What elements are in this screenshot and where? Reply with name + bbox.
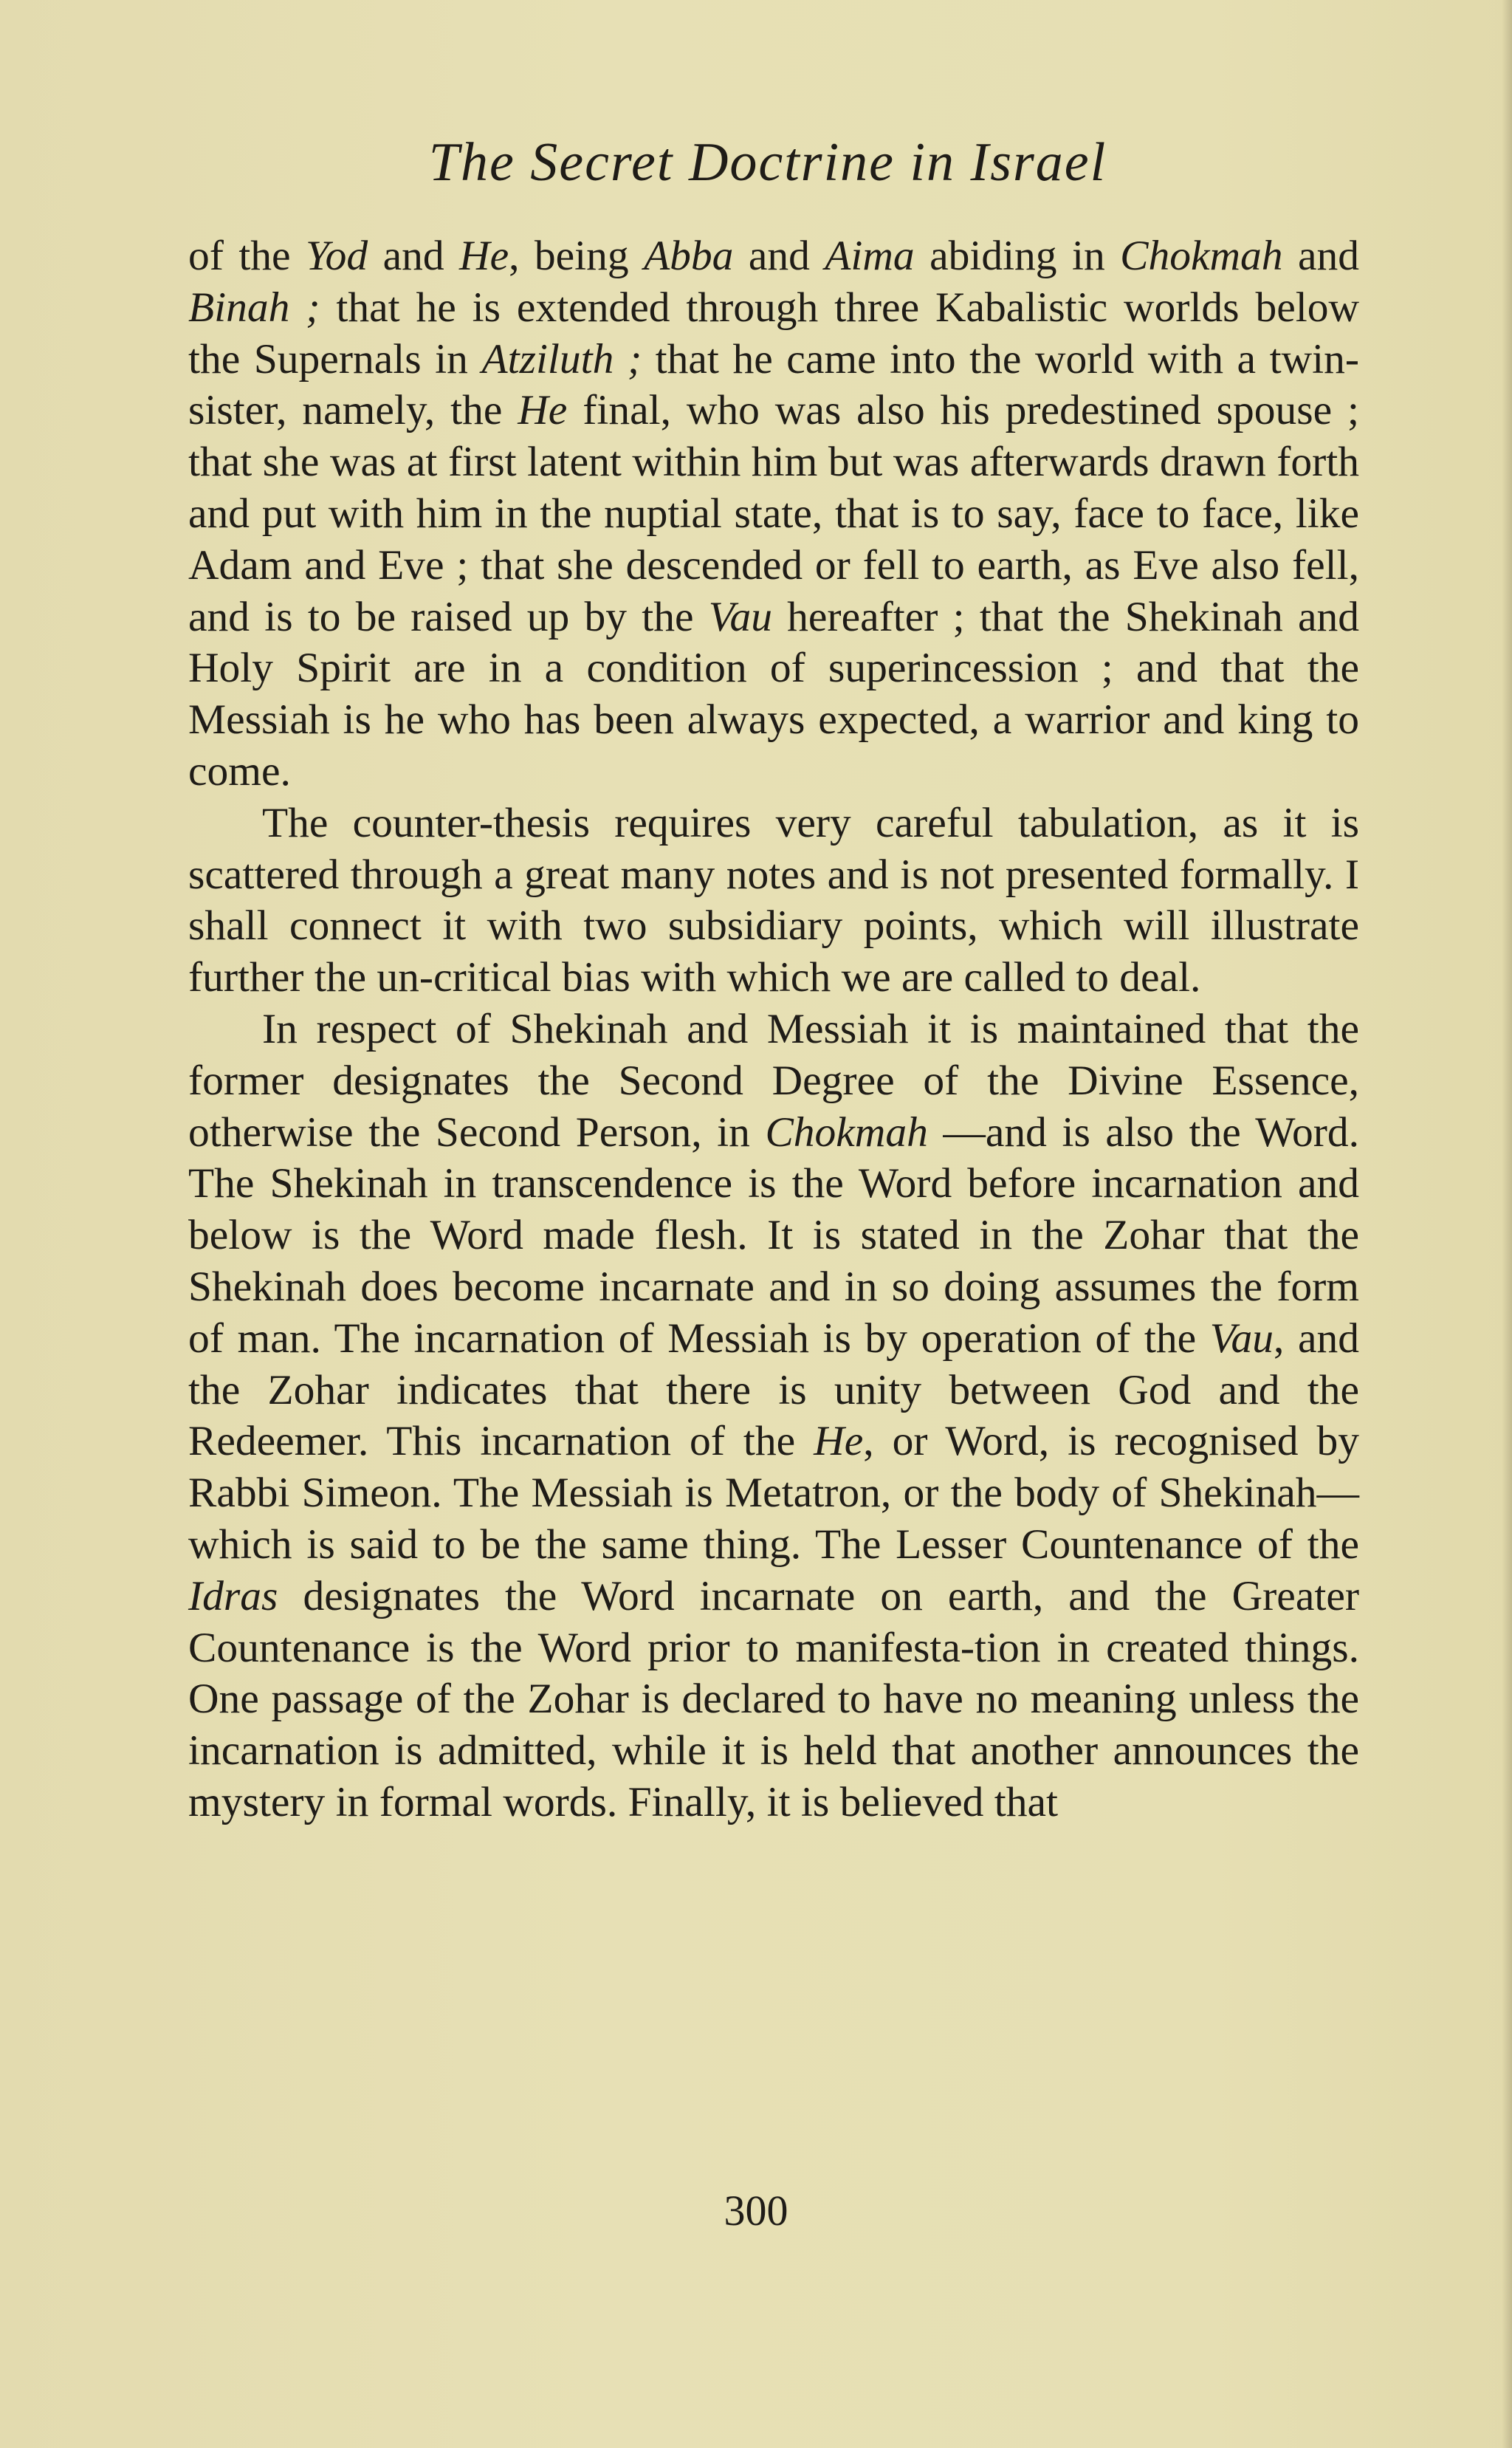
- text-run: The counter-thesis requires very careful tabulation, as it is scattered through a great many notes and is not presented formally. I shall connect it with two subsidiary points, which will illustrate further the un-critical bias with which we are called to deal.: [188, 799, 1359, 1001]
- text-run: that he is extended through three Kabalistic worlds below the Supernals in: [188, 284, 1359, 383]
- text-run: designates the Word incarnate on earth, and the Greater Countenance is the Word prior to manifesta-tion in created things. One passage of the Zohar is declared to have no meaning unless the incarnation is admitted, while it is held that another announces the mystery in formal words. Finally, it is believed that: [188, 1572, 1359, 1825]
- paragraph: [188, 1004, 1359, 1828]
- paragraph: [188, 798, 1359, 1004]
- text-run: , or Word, is recognised by Rabbi Simeon. The Messiah is Metatron, or the body of Shekinah—which is said to be the same thing. The Lesser Countenance of the: [188, 1418, 1359, 1568]
- text-run: final, who was also his predestined spouse ; that she was at first latent within him but was afterwards drawn forth and put with him in the nuptial state, that is to say, face to face, like Adam and Eve ; that she descended or fell to earth, as Eve also fell, and is to be raised up by the: [188, 387, 1359, 640]
- text-run: that he came into the world with a twin-sister, namely, the: [188, 335, 1359, 434]
- text-run: , and the Zohar indicates that there is unity between God and the Redeemer. This incarnation of the: [188, 1314, 1359, 1465]
- text-run: hereafter ; that the Shekinah and Holy Spirit are in a condition of superincession ; and that the Messiah is he who has been always expected, a warrior and king to come.: [188, 593, 1359, 795]
- italic-term: Vau: [708, 593, 772, 640]
- text-run: —and is also the Word. The Shekinah in transcendence is the Word before incarnation and below is the Word made flesh. It is stated in the Zohar that the Shekinah does become incarnate and in so doing assumes the form of man. The incarnation of Messiah is by operation of the: [188, 1108, 1359, 1362]
- italic-term: He: [518, 387, 568, 434]
- text-run: and: [733, 233, 825, 279]
- italic-term: Idras: [188, 1572, 278, 1619]
- text-run: In respect of Shekinah and Messiah it is maintained that the former designates the Second Degree of the Divine Essence, otherwise the Second Person, in: [188, 1005, 1359, 1156]
- italic-term: Atziluth ;: [481, 335, 642, 383]
- page-number: 300: [724, 2187, 788, 2235]
- italic-term: Binah ;: [188, 284, 320, 331]
- text-run: of the: [188, 233, 306, 279]
- text-run: and: [368, 233, 460, 279]
- italic-term: Abba: [644, 233, 734, 279]
- paragraph: [188, 230, 1359, 798]
- page-edge-shadow: [1502, 0, 1512, 2448]
- italic-term: Chokmah: [765, 1108, 928, 1156]
- italic-term: Chokmah: [1120, 233, 1283, 279]
- text-run: and: [1282, 233, 1359, 279]
- italic-term: Aima: [825, 233, 915, 279]
- text-run: , being: [509, 233, 645, 279]
- body-text: [188, 230, 1359, 1828]
- italic-term: He: [814, 1418, 864, 1465]
- italic-term: Vau: [1209, 1314, 1274, 1362]
- text-run: abiding in: [914, 233, 1121, 279]
- italic-term: Yod: [305, 233, 368, 279]
- italic-term: He: [459, 233, 509, 279]
- running-head: The Secret Doctrine in Israel: [428, 132, 1107, 193]
